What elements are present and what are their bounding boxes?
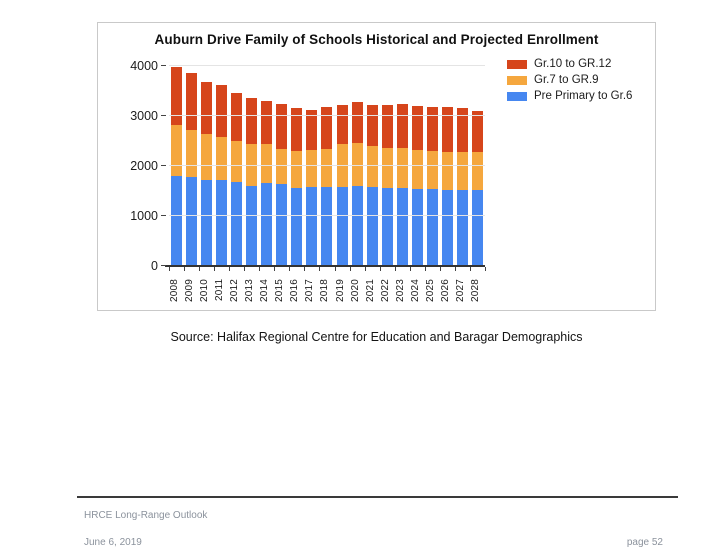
segment-2028-gr-7-to-gr-9: [472, 152, 483, 191]
source-note: Source: Halifax Regional Centre for Education and Baragar Demographics: [170, 330, 583, 344]
y-tick-2000: [161, 165, 166, 166]
x-axis-label-2026: 2026: [439, 278, 451, 302]
x-axis-label-2010: 2010: [199, 278, 211, 302]
bar-2015: [274, 66, 289, 266]
footer-report-title: HRCE Long-Range Outlook: [84, 510, 208, 521]
segment-2010-gr-7-to-gr-9: [201, 134, 212, 180]
segment-2026-pre-primary-to-gr-6: [442, 190, 453, 267]
segment-2018-gr-7-to-gr-9: [321, 149, 332, 187]
bar-2019: [335, 66, 350, 266]
segment-2011-gr-7-to-gr-9: [216, 137, 227, 181]
x-tick-19: [455, 267, 456, 271]
segment-2021-gr-7-to-gr-9: [367, 146, 378, 187]
segment-2012-gr-10-to-gr-12: [231, 93, 242, 141]
y-axis-label-4000: 4000: [130, 59, 158, 73]
bar-2008: [169, 66, 184, 266]
bar-2011: [214, 66, 229, 266]
gridline-4000: [169, 65, 485, 66]
legend-swatch-icon: [507, 76, 527, 85]
x-tick-15: [395, 267, 396, 271]
x-tick-3: [214, 267, 215, 271]
x-axis-label-2017: 2017: [304, 278, 316, 302]
segment-2015-gr-7-to-gr-9: [276, 149, 287, 184]
bar-2012: [229, 66, 244, 266]
y-tick-1000: [161, 215, 166, 216]
bar-2013: [244, 66, 259, 266]
segment-2008-gr-10-to-gr-12: [171, 67, 182, 125]
x-axis-label-2015: 2015: [274, 278, 286, 302]
bar-stack-2012: [231, 93, 242, 266]
segment-2023-gr-10-to-gr-12: [397, 104, 408, 148]
segment-2013-gr-10-to-gr-12: [246, 98, 257, 144]
bar-2025: [425, 66, 440, 266]
bar-stack-2016: [291, 108, 302, 267]
segment-2014-pre-primary-to-gr-6: [261, 183, 272, 266]
bar-stack-2014: [261, 101, 272, 266]
segment-2025-pre-primary-to-gr-6: [427, 189, 438, 266]
x-tick-1: [184, 267, 185, 271]
segment-2023-pre-primary-to-gr-6: [397, 188, 408, 266]
segment-2024-gr-7-to-gr-9: [412, 150, 423, 189]
x-tick-17: [425, 267, 426, 271]
segment-2012-gr-7-to-gr-9: [231, 141, 242, 182]
x-tick-21: [485, 267, 486, 271]
segment-2016-gr-7-to-gr-9: [291, 151, 302, 188]
bar-2023: [395, 66, 410, 266]
segment-2014-gr-10-to-gr-12: [261, 101, 272, 144]
segment-2018-pre-primary-to-gr-6: [321, 187, 332, 267]
x-axis-label-2024: 2024: [409, 278, 421, 302]
y-tick-3000: [161, 115, 166, 116]
y-axis-label-0: 0: [151, 259, 158, 273]
segment-2017-gr-10-to-gr-12: [306, 110, 317, 150]
y-axis-label-2000: 2000: [130, 159, 158, 173]
legend-item-pre-primary-to-gr-6: [507, 90, 632, 102]
x-tick-4: [229, 267, 230, 271]
segment-2022-gr-10-to-gr-12: [382, 105, 393, 148]
x-axis-label-2025: 2025: [424, 278, 436, 302]
segment-2013-pre-primary-to-gr-6: [246, 186, 257, 267]
x-tick-16: [410, 267, 411, 271]
legend-item-gr-10-to-gr-12: [507, 58, 632, 70]
x-axis-label-2009: 2009: [184, 278, 196, 302]
segment-2025-gr-10-to-gr-12: [427, 107, 438, 151]
segment-2026-gr-7-to-gr-9: [442, 152, 453, 190]
x-tick-11: [335, 267, 336, 271]
y-axis-label-1000: 1000: [130, 209, 158, 223]
segment-2008-gr-7-to-gr-9: [171, 125, 182, 176]
segment-2027-pre-primary-to-gr-6: [457, 190, 468, 267]
bar-stack-2028: [472, 111, 483, 267]
bar-2028: [470, 66, 485, 266]
segment-2017-pre-primary-to-gr-6: [306, 187, 317, 267]
bar-2018: [319, 66, 334, 266]
x-tick-20: [470, 267, 471, 271]
x-tick-8: [289, 267, 290, 271]
x-tick-10: [319, 267, 320, 271]
x-axis-ticks: [169, 267, 485, 271]
segment-2014-gr-7-to-gr-9: [261, 144, 272, 183]
bar-2009: [184, 66, 199, 266]
bar-stack-2015: [276, 104, 287, 266]
x-tick-6: [259, 267, 260, 271]
segment-2020-gr-10-to-gr-12: [352, 102, 363, 143]
segment-2009-gr-7-to-gr-9: [186, 130, 197, 177]
y-tick-0: [161, 265, 166, 266]
segment-2009-pre-primary-to-gr-6: [186, 177, 197, 267]
segment-2009-gr-10-to-gr-12: [186, 73, 197, 131]
bar-stack-2008: [171, 67, 182, 266]
bar-2017: [304, 66, 319, 266]
segment-2027-gr-7-to-gr-9: [457, 152, 468, 190]
bar-stack-2022: [382, 105, 393, 266]
bar-stack-2013: [246, 98, 257, 266]
segment-2015-gr-10-to-gr-12: [276, 104, 287, 149]
gridline-1000: [169, 215, 485, 216]
x-tick-2: [199, 267, 200, 271]
gridline-3000: [169, 115, 485, 116]
x-tick-0: [169, 267, 170, 271]
footer-divider: [77, 496, 678, 498]
y-axis-labels: [98, 59, 158, 273]
bar-2010: [199, 66, 214, 266]
segment-2019-pre-primary-to-gr-6: [337, 187, 348, 266]
bar-stack-2026: [442, 107, 453, 266]
gridline-2000: [169, 165, 485, 166]
bar-2016: [289, 66, 304, 266]
x-axis-label-2028: 2028: [469, 278, 481, 302]
segment-2025-gr-7-to-gr-9: [427, 151, 438, 189]
bar-stack-2017: [306, 110, 317, 266]
segment-2028-pre-primary-to-gr-6: [472, 190, 483, 266]
bar-stack-2020: [352, 102, 363, 266]
x-axis-label-2013: 2013: [244, 278, 256, 302]
segment-2012-pre-primary-to-gr-6: [231, 182, 242, 267]
bar-2021: [365, 66, 380, 266]
legend-label: Gr.10 to GR.12: [534, 58, 612, 70]
x-axis-label-2021: 2021: [364, 278, 376, 302]
segment-2020-pre-primary-to-gr-6: [352, 186, 363, 266]
chart-legend: [507, 58, 632, 102]
x-axis-label-2022: 2022: [379, 278, 391, 302]
x-axis-label-2016: 2016: [289, 278, 301, 302]
legend-item-gr-7-to-gr-9: [507, 74, 632, 86]
x-axis-label-2027: 2027: [454, 278, 466, 302]
x-axis-label-2020: 2020: [349, 278, 361, 302]
x-axis-label-2011: 2011: [214, 278, 226, 302]
chart-title: Auburn Drive Family of Schools Historical and Projected Enrollment: [154, 32, 599, 47]
bar-2022: [380, 66, 395, 266]
segment-2022-gr-7-to-gr-9: [382, 148, 393, 188]
bar-stack-2009: [186, 73, 197, 267]
bar-stack-2023: [397, 104, 408, 266]
chart-card: [97, 22, 656, 311]
bar-2026: [440, 66, 455, 266]
segment-2021-gr-10-to-gr-12: [367, 105, 378, 146]
x-axis-label-2014: 2014: [259, 278, 271, 302]
x-axis-label-2012: 2012: [229, 278, 241, 302]
x-tick-7: [274, 267, 275, 271]
segment-2019-gr-10-to-gr-12: [337, 105, 348, 145]
segment-2011-pre-primary-to-gr-6: [216, 180, 227, 266]
segment-2017-gr-7-to-gr-9: [306, 150, 317, 186]
x-tick-18: [440, 267, 441, 271]
bar-stack-2019: [337, 105, 348, 267]
y-tick-4000: [161, 65, 166, 66]
segment-2023-gr-7-to-gr-9: [397, 148, 408, 188]
segment-2010-gr-10-to-gr-12: [201, 82, 212, 134]
x-tick-9: [304, 267, 305, 271]
segment-2021-pre-primary-to-gr-6: [367, 187, 378, 266]
legend-label: Pre Primary to Gr.6: [534, 90, 633, 102]
bar-stack-2018: [321, 107, 332, 267]
segment-2024-pre-primary-to-gr-6: [412, 189, 423, 267]
bar-stack-2027: [457, 108, 468, 266]
bar-2014: [259, 66, 274, 266]
x-axis-label-2008: 2008: [169, 278, 180, 302]
y-axis-label-3000: 3000: [130, 109, 158, 123]
segment-2028-gr-10-to-gr-12: [472, 111, 483, 152]
x-tick-5: [244, 267, 245, 271]
bar-stack-2025: [427, 107, 438, 266]
x-tick-12: [350, 267, 351, 271]
segment-2022-pre-primary-to-gr-6: [382, 188, 393, 266]
segment-2018-gr-10-to-gr-12: [321, 107, 332, 149]
bar-2024: [410, 66, 425, 266]
x-axis-labels: [169, 273, 485, 307]
legend-swatch-icon: [507, 60, 527, 69]
bar-2027: [455, 66, 470, 266]
plot-area: [169, 66, 485, 266]
x-axis-label-2023: 2023: [394, 278, 406, 302]
bar-2020: [350, 66, 365, 266]
legend-swatch-icon: [507, 92, 527, 101]
footer-date: June 6, 2019: [84, 537, 142, 548]
segment-2011-gr-10-to-gr-12: [216, 85, 227, 137]
footer-page-number: page 52: [626, 537, 663, 548]
segment-2008-pre-primary-to-gr-6: [171, 176, 182, 267]
segment-2010-pre-primary-to-gr-6: [201, 180, 212, 267]
bar-stack-2024: [412, 106, 423, 267]
x-tick-13: [365, 267, 366, 271]
bar-stack-2010: [201, 82, 212, 266]
bar-series-container: [169, 66, 485, 266]
legend-label: Gr.7 to GR.9: [534, 74, 599, 86]
segment-2026-gr-10-to-gr-12: [442, 107, 453, 151]
segment-2016-pre-primary-to-gr-6: [291, 188, 302, 266]
bar-stack-2011: [216, 85, 227, 266]
x-tick-14: [380, 267, 381, 271]
x-axis-label-2018: 2018: [319, 278, 331, 302]
x-axis-label-2019: 2019: [334, 278, 346, 302]
bar-stack-2021: [367, 105, 378, 267]
segment-2024-gr-10-to-gr-12: [412, 106, 423, 151]
segment-2015-pre-primary-to-gr-6: [276, 184, 287, 266]
